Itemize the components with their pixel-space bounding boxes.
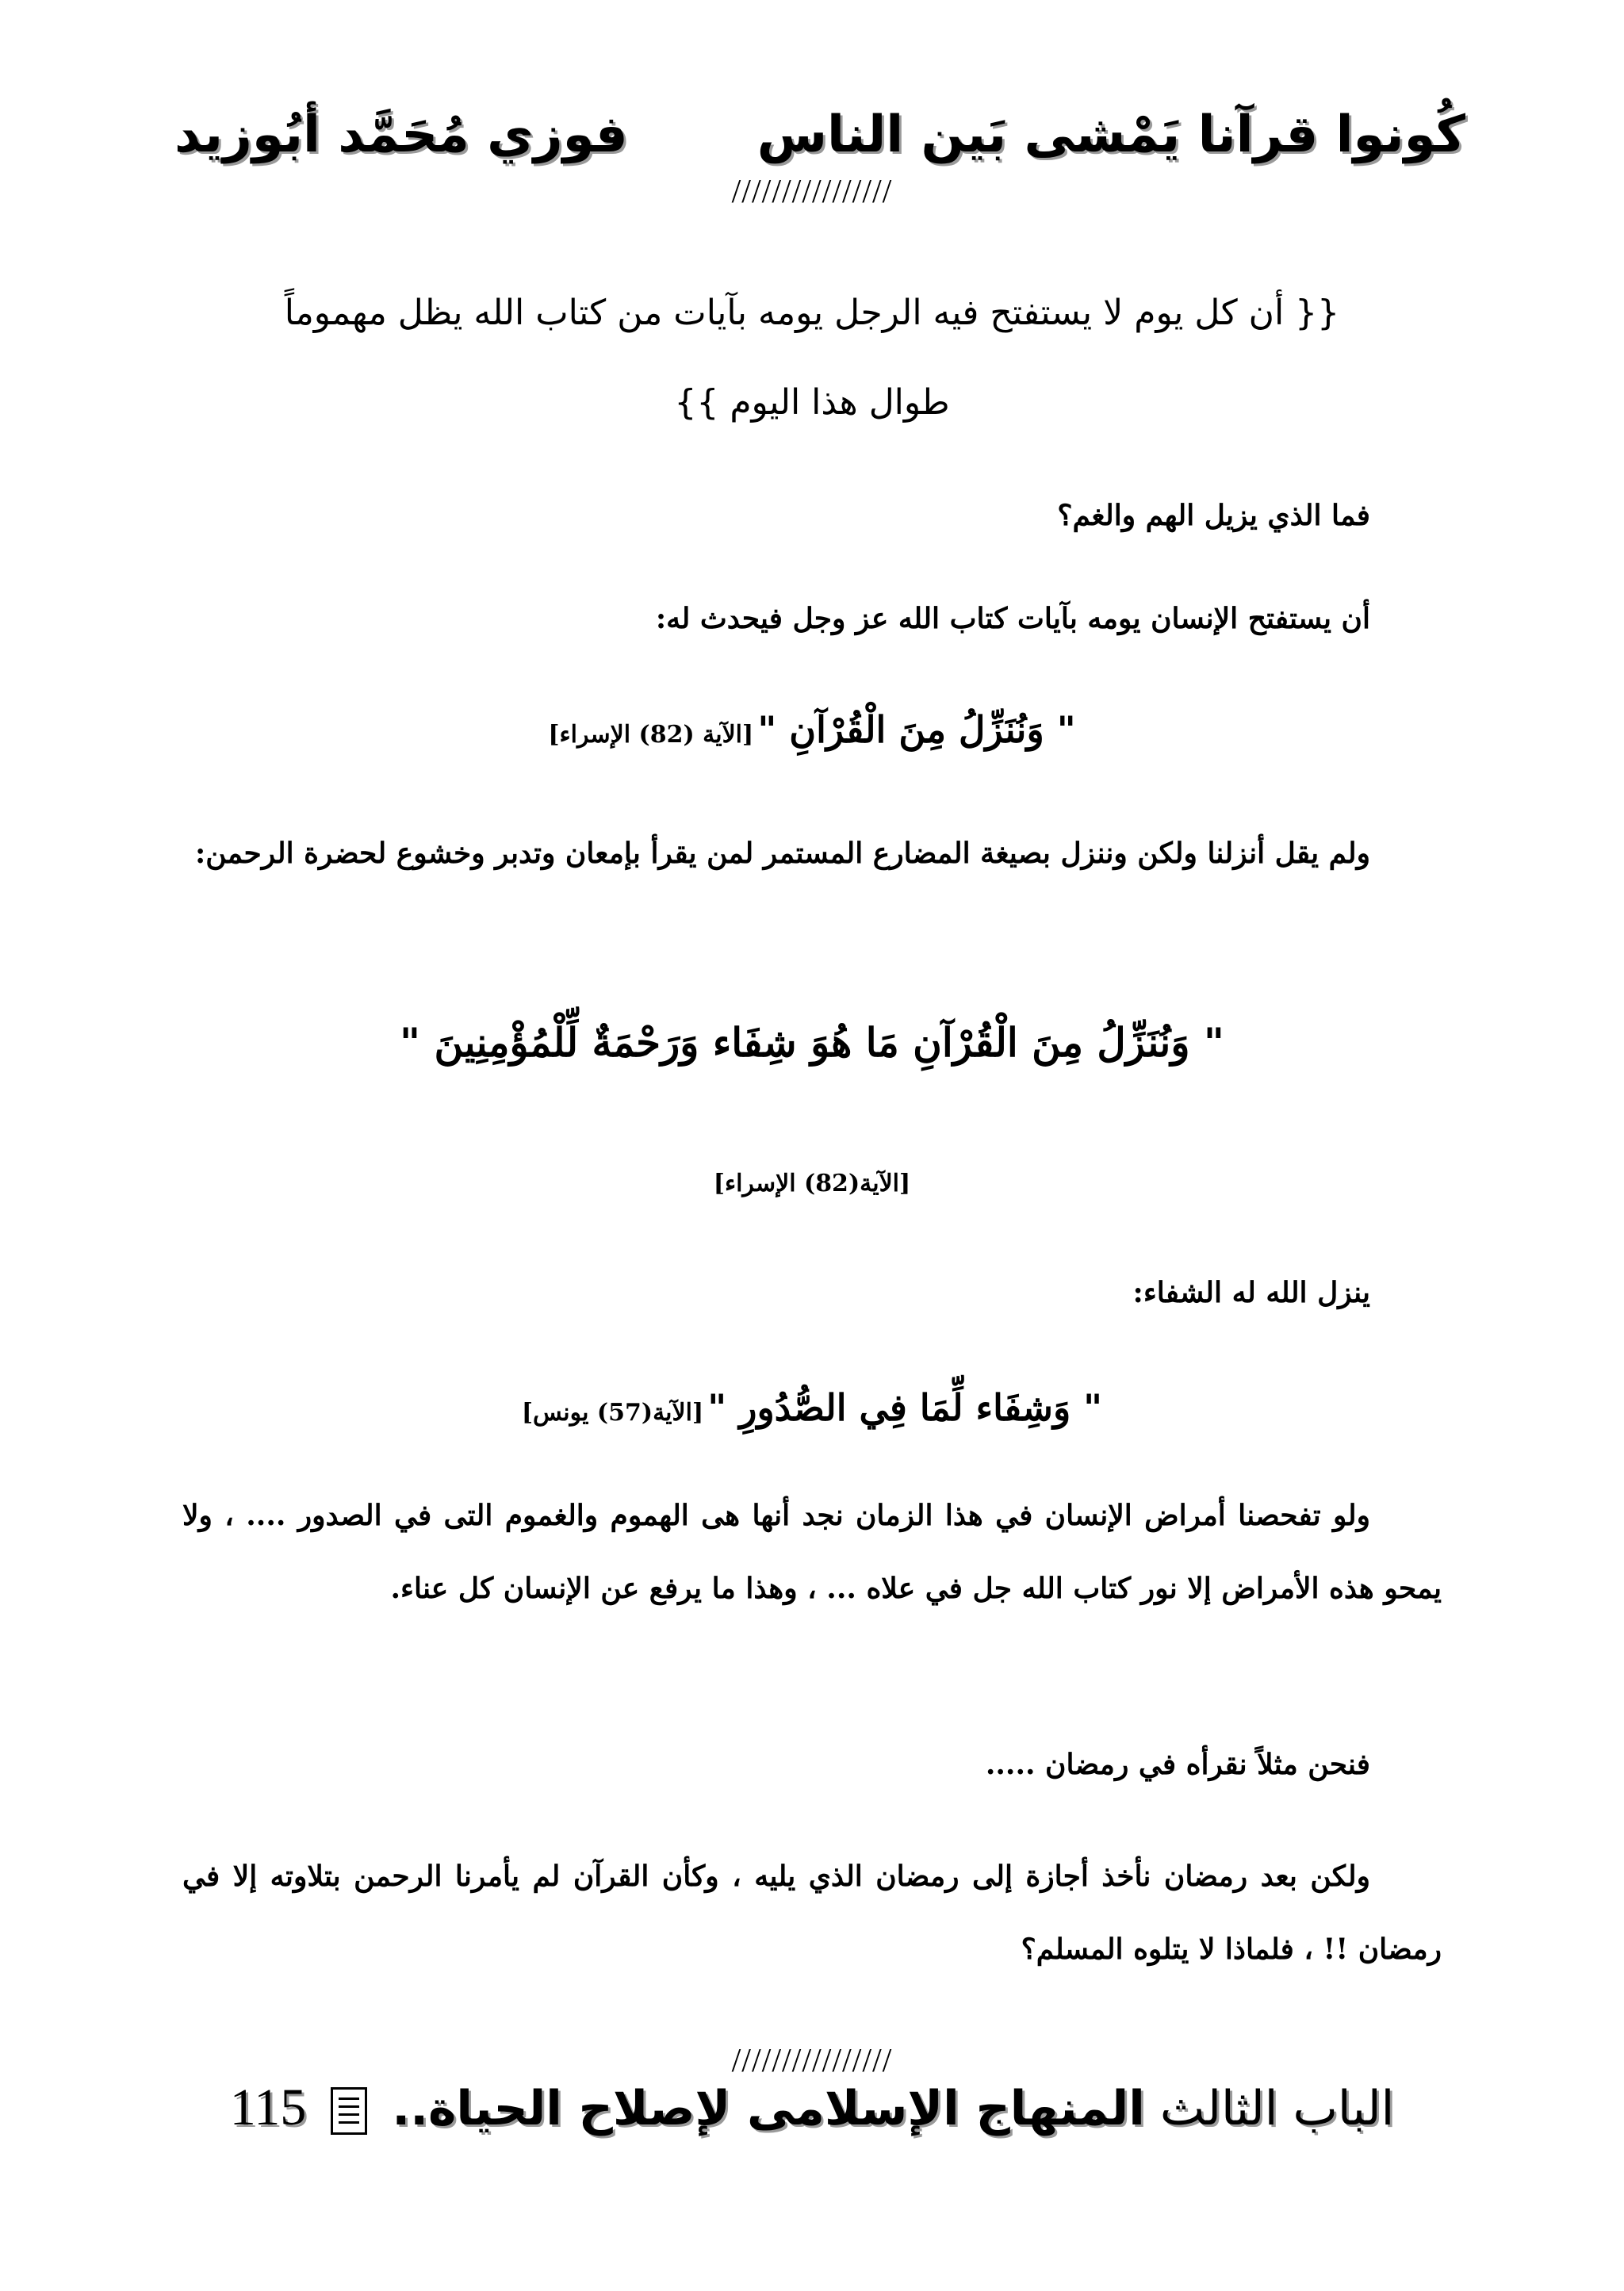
explanation-paragraph: ولم يقل أنزلنا ولكن وننزل بصيغة المضارع المستمر لمن يقرأ بإمعان وتدبر وخشوع لحضرة الرحمن: <box>194 837 1370 870</box>
verse-3: " وَشِفَاء لِّمَا فِي الصُّدُورِ " <box>707 1386 1103 1429</box>
author-name: فوزي مُحَمَّد أبُوزيد <box>174 105 628 164</box>
verse-1-line <box>182 690 1442 778</box>
verse-3-reference: [الآية(57) يونس] <box>521 1399 704 1427</box>
quote-line-2: طوال هذا اليوم }} <box>674 382 950 423</box>
verse-2-reference: [الآية(82) الإسراء] <box>713 1170 911 1197</box>
page-footer <box>174 2078 1450 2165</box>
answer-paragraph: أن يستفتح الإنسان يومه بآيات كتاب الله عز وجل فيحدث له: <box>655 602 1370 635</box>
ramadan-paragraph: فنحن مثلاً نقرأه في رمضان ..... <box>985 1748 1370 1781</box>
book-icon <box>331 2087 367 2135</box>
verse-2: " وَنُنَزِّلُ مِنَ الْقُرْآنِ مَا هُوَ شِفَاء وَرَحْمَةٌ لِّلْمُؤْمِنِينَ " <box>400 1019 1224 1066</box>
page-header <box>174 95 1465 174</box>
closing-paragraph: ولكن بعد رمضان نأخذ أجازة إلى رمضان الذي يليه ، وكأن القرآن لم يأمرنا الرحمن بتلاوته إلا في رمضان !! ، فلماذا لا يتلوه المسلم؟ <box>182 1860 1442 1966</box>
chapter-label: الباب الثالث <box>1159 2081 1395 2136</box>
verse-1: " وَنُنَزِّلُ مِنَ الْقُرْآنِ " <box>757 708 1076 751</box>
healing-paragraph: ينزل الله له الشفاء: <box>1132 1276 1370 1309</box>
page-number: 115 <box>229 2078 307 2136</box>
diseases-paragraph: ولو تفحصنا أمراض الإنسان في هذا الزمان نجد أنها هى الهموم والغموم التى في الصدور .... ، ولا يمحو هذه الأمراض إلا نور كتاب الله جل في علاه ... ، وهذا ما يرفع عن الإنسان كل عناء. <box>182 1499 1442 1605</box>
verse-1-reference: [الآية (82) الإسراء] <box>548 721 754 749</box>
book-title: كُونوا قرآنا يَمْشى بَين الناس <box>756 105 1465 164</box>
bottom-separator: //////////////// <box>731 2043 893 2079</box>
verse-3-line <box>182 1368 1442 1456</box>
quote-line-1: {{ أن كل يوم لا يستفتح فيه الرجل يومه بآيات من كتاب الله يظل مهموماً <box>284 293 1340 333</box>
question-paragraph: فما الذي يزيل الهم والغم؟ <box>1057 499 1370 532</box>
chapter-title: المنهاج الإسلامى لإصلاح الحياة.. <box>392 2081 1145 2136</box>
top-separator: //////////////// <box>731 174 893 210</box>
